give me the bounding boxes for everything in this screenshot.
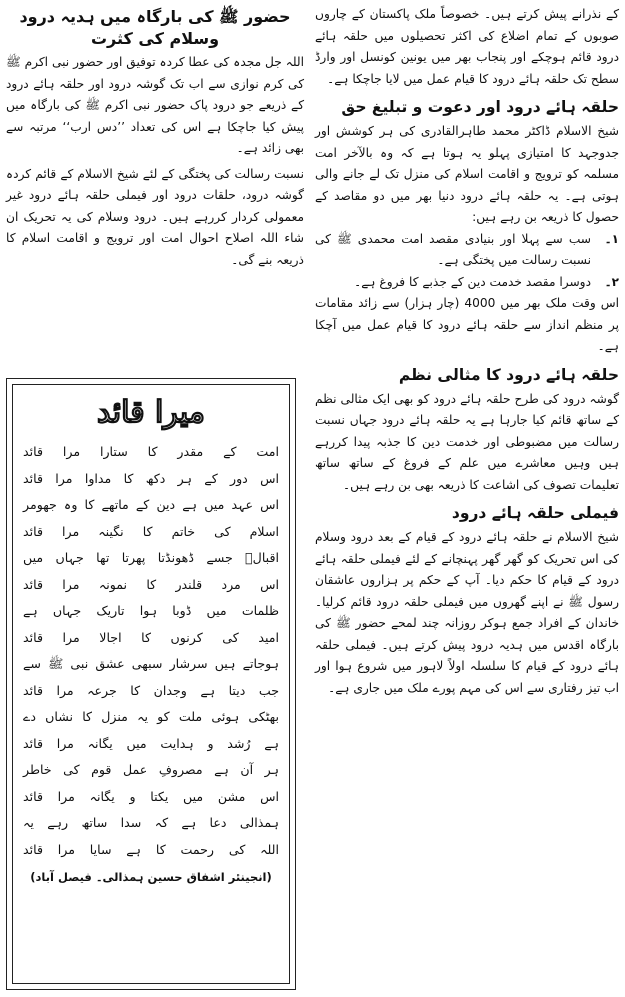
point-two bbox=[315, 272, 619, 294]
poem-credit: (انجینئر اشفاق حسین ہمذالی۔ فیصل آباد) bbox=[30, 870, 272, 884]
poem-line: اس مرد قلندر کا نمونہ مرا قائد bbox=[23, 576, 279, 592]
poem-line: ہوجاتے ہیں سرشار سبھی عشق نبی ﷺ سے bbox=[23, 656, 279, 671]
section-heading-dawat: حلقہ ہائے درود اور دعوت و تبلیغ حق bbox=[341, 98, 619, 116]
article-heading: حضور ﷺ کی بارگاہ میں ہدیہ درود وسلام کی کثرت bbox=[19, 7, 291, 48]
poem-line: اسلام کی خاتم کا نگینہ مرا قائد bbox=[23, 523, 279, 539]
point-text: سب سے پہلا اور بنیادی مقصد امت محمدی ﷺ کی نسبت رسالت میں پختگی ہے۔ bbox=[315, 231, 591, 267]
poem-line: ہے رُشد و ہدایت میں یگانہ مرا قائد bbox=[23, 735, 279, 751]
poem-line: اس عہد میں ہے دین کے ماتھے کا وہ جھومر bbox=[23, 497, 279, 512]
poem-line: ہر آن ہے مصروفِ عمل قوم کی خاطر bbox=[23, 762, 279, 777]
point-one bbox=[315, 229, 619, 272]
poem-line: امید کی کرنوں کا اجالا مرا قائد bbox=[23, 629, 279, 645]
poem-line: اقبالؒ جسے ڈھونڈتا پھرتا تھا جہاں میں bbox=[23, 550, 279, 565]
poem-line: جب دیتا ہے وجدان کا جرعہ مرا قائد bbox=[23, 682, 279, 698]
poem-line: ہمذالی دعا ہے کہ سدا ساتھ رہے یہ bbox=[23, 815, 279, 830]
point-number: ۲۔ bbox=[604, 274, 619, 289]
section-body-nazm: گوشہ درود کی طرح حلقہ ہائے درود کو بھی ایک مثالی نظم کے ساتھ قائم کیا جارہا ہے یہ حلقہ ہائے درود جہاں نسبت رسالت میں مضبوطی اور خدمت دین کا جذبہ پیدا کررہے ہیں وہیں معاشرے میں علم کے فروغ کے ساتھ ساتھ تعلیمات تصوف کی اشاعت کا ذریعہ بھی بن رہے ہیں۔ bbox=[315, 391, 619, 492]
point-number: ۱۔ bbox=[604, 231, 619, 246]
poem-frame bbox=[12, 384, 290, 984]
point-text: دوسرا مقصد خدمت دین کے جذبے کا فروغ ہے۔ bbox=[354, 274, 591, 289]
poem-line: اس مشن میں یکتا و یگانہ مرا قائد bbox=[23, 788, 279, 804]
section-heading-family: فیملی حلقہ ہائے درود bbox=[451, 504, 619, 522]
poem-line: ظلمات میں ڈوبا ہوا تاریک جہاں ہے bbox=[23, 603, 279, 618]
poem-line: اس دور کے ہر دکھ کا مداوا مرا قائد bbox=[23, 470, 279, 486]
left-paragraph-two: نسبت رسالت کی پختگی کے لئے شیخ الاسلام کے قائم کردہ گوشہ درود، حلقات درود اور فیملی حلقہ ہائے درود غیر معمولی کردار کررہے ہیں۔ درود وسلام کی یہ تحریک ان شاء اللہ اصلاح احوال امت اور ترویج و اقامت اسلام کا ذریعہ بنے گی۔ bbox=[6, 166, 304, 267]
poem-box bbox=[6, 378, 296, 990]
section-body-dawat: شیخ الاسلام ڈاکٹر محمد طاہرالقادری کی ہر کوشش اور جدوجہد کا امتیازی پہلو یہ ہوتا ہے کہ وہ بالآخر امت مسلمہ کو ترویج و اقامت اسلام کی منزل تک لے جانے والی ہوتی ہے۔ یہ حلقہ ہائے درود دنیا بھر میں دو مقاصد کے حصول کا ذریعہ بن رہے ہیں: bbox=[315, 124, 619, 224]
left-column bbox=[6, 4, 304, 271]
section-body-family: شیخ الاسلام نے حلقہ ہائے درود کے قیام کے بعد درود وسلام کی اس تحریک کو گھر گھر پہنچانے کے لئے فیملی حلقہ ہائے درود کے قیام کا حکم دیا۔ آپ کے حکم پر ہزاروں عاشقان رسول ﷺ نے اپنے گھروں میں فیملی حلقہ درود قائم کرلیا۔ خاندان کے افراد جمع ہوکر روزانہ چند لمحے حضور ﷺ کی بارگاہ اقدس میں ہدیہ درود پیش کرتے ہیں۔ فیملی حلقہ ہائے درود کے قیام کا سلسلہ اولاً لاہور میں شروع ہوا اور اب تیز رفتاری سے اس کی مہم پورے ملک میں جاری ہے۔ bbox=[315, 530, 619, 695]
poem-line: امت کے مقدر کا ستارا مرا قائد bbox=[23, 444, 279, 459]
intro-paragraph: کے نذرانے پیش کرتے ہیں۔ خصوصاً ملک پاکستان کے چاروں صوبوں کے تمام اضلاع کی اکثر تحصیلوں میں حلقہ ہائے درود قائم ہوچکے اور پنجاب بھر میں یونین کونسل اور وارڈ سطح تک حلقہ ہائے درود کا قیام عمل میں لایا جاچکا ہے۔ bbox=[315, 7, 619, 86]
section-heading-nazm: حلقہ ہائے درود کا مثالی نظم bbox=[398, 365, 619, 384]
count-paragraph: اس وقت ملک بھر میں 4000 (چار ہزار) سے زائد مقامات پر منظم انداز سے حلقہ ہائے درود کا قیام عمل میں آچکا ہے۔ bbox=[315, 296, 619, 353]
poem-line: اللہ کی رحمت کا ہے سایا مرا قائد bbox=[23, 841, 279, 857]
poem-line: بھٹکی ہوئی ملت کو یہ منزل کا نشاں دے bbox=[23, 709, 279, 724]
left-paragraph-one: اللہ جل مجدہ کی عطا کردہ توفیق اور حضور نبی اکرم ﷺ کی کرم نوازی سے اب تک گوشہ درود اور حلقہ ہائے درود کے ذریعے جو درود پاک حضور نبی اکرم ﷺ کی بارگاہ میں پیش کیا جاچکا ہے اس کی تعداد ’’دس ارب‘‘ مرتبہ سے بھی زائد ہے۔ bbox=[6, 55, 304, 155]
right-column bbox=[315, 4, 619, 699]
poem-title: میرا قائد bbox=[96, 395, 206, 430]
